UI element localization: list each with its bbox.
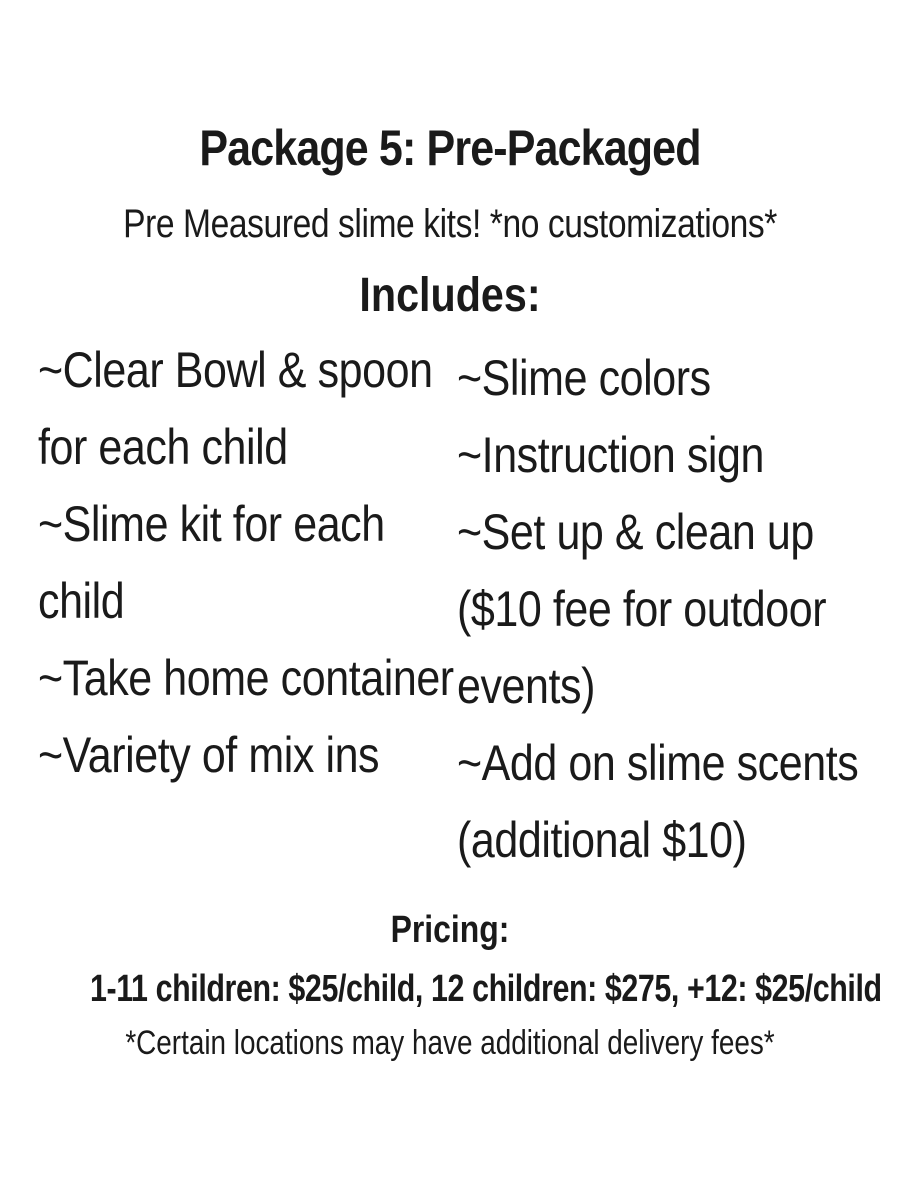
list-item: events) xyxy=(457,658,596,714)
list-item: (additional $10) xyxy=(457,812,747,868)
includes-list-right xyxy=(457,340,858,879)
list-item: ~Variety of mix ins xyxy=(38,727,380,783)
list-item: ~Slime kit for each xyxy=(38,496,385,552)
list-item: ~Set up & clean up xyxy=(457,504,814,560)
list-item: ~Add on slime scents xyxy=(457,735,859,791)
list-item: ~Clear Bowl & spoon xyxy=(38,342,433,398)
list-item: ~Take home container xyxy=(38,650,454,706)
includes-heading: Includes: xyxy=(359,269,541,322)
pricing-details: 1-11 children: $25/child, 12 children: $275, +12: $25/child xyxy=(90,968,882,1010)
subtitle: Pre Measured slime kits! *no customizations* xyxy=(123,202,777,246)
list-item: for each child xyxy=(38,419,288,475)
pricing-heading: Pricing: xyxy=(390,909,510,951)
includes-list-left xyxy=(38,332,454,794)
list-item: ~Instruction sign xyxy=(457,427,765,483)
list-item: ~Slime colors xyxy=(457,350,711,406)
list-item: child xyxy=(38,573,125,629)
page-title: Package 5: Pre-Packaged xyxy=(199,120,701,176)
delivery-fees-note: *Certain locations may have additional delivery fees* xyxy=(125,1024,775,1062)
list-item: ($10 fee for outdoor xyxy=(457,581,827,637)
